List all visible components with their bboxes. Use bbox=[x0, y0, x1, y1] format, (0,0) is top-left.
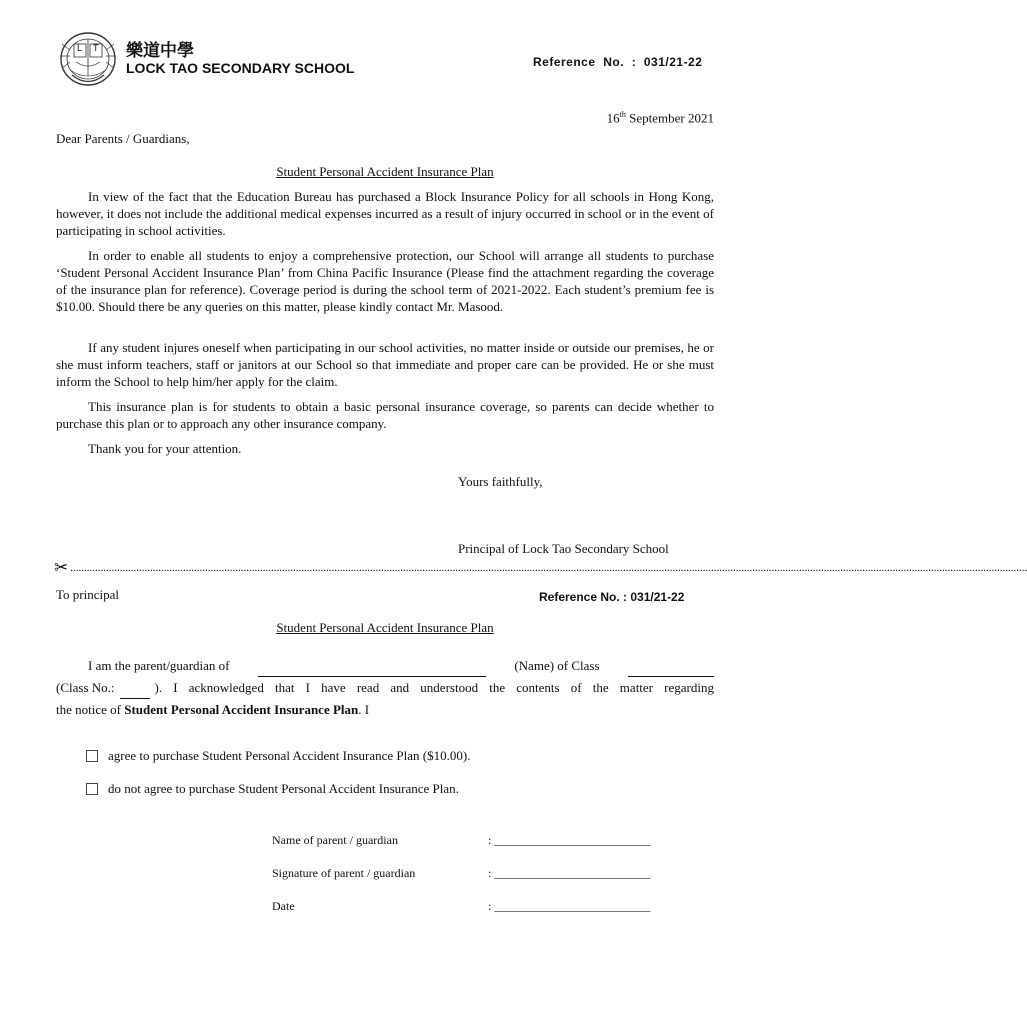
closing: Yours faithfully, bbox=[458, 474, 543, 489]
salutation: Dear Parents / Guardians, bbox=[56, 131, 190, 146]
reply-line-3 bbox=[56, 699, 714, 721]
agree-checkbox[interactable] bbox=[86, 750, 98, 762]
signature-field[interactable]: : __________________________ bbox=[488, 866, 651, 880]
paragraph-3: If any student injures oneself when participating in our school activities, no matter inside or outside our premises, he or she must inform teachers, staff or janitors at our School so that immediate and proper care can be provided. He or she must inform the School to help him/her apply for the claim. bbox=[56, 340, 714, 389]
logo-letter-t: T bbox=[93, 43, 99, 53]
class-number-field[interactable] bbox=[120, 686, 150, 699]
paragraph-1: In view of the fact that the Education Bureau has purchased a Block Insurance Policy for all schools in Hong Kong, however, it does not include the additional medical expenses incurred as a result of injury occurred in school or in the event of participating in school activities. bbox=[56, 189, 714, 238]
reply-line-3-end: . I bbox=[358, 702, 370, 717]
paragraph-2: In order to enable all students to enjoy a comprehensive protection, our School will arrange all students to purchase ‘Student Personal Accident Insurance Plan’ from China Pacific Insurance (Please find the attachment regarding the coverage of the insurance plan for reference). Coverage period is during the school term of 2021-2022. Each student’s premium fee is $10.00. Should there be any queries on this matter, please kindly contact Mr. Masood. bbox=[56, 248, 714, 314]
paragraph-5: Thank you for your attention. bbox=[88, 441, 242, 456]
parent-name-field[interactable]: : __________________________ bbox=[488, 833, 651, 847]
school-logo bbox=[58, 30, 118, 88]
school-name-english: LOCK TAO SECONDARY SCHOOL bbox=[126, 60, 355, 76]
signature-label: Signature of parent / guardian bbox=[272, 866, 416, 880]
reply-line-2 bbox=[56, 677, 714, 699]
disagree-label: do not agree to purchase Student Personal Accident Insurance Plan. bbox=[108, 781, 459, 796]
disagree-option[interactable] bbox=[86, 781, 459, 797]
date-field[interactable]: : __________________________ bbox=[488, 899, 651, 913]
class-field[interactable] bbox=[628, 664, 714, 677]
paragraph-4: This insurance plan is for students to obtain a basic personal insurance coverage, so parents can decide whether to purchase this plan or to approach any other insurance company. bbox=[56, 399, 714, 431]
reply-reference-number: Reference No. : 031/21-22 bbox=[539, 590, 685, 604]
logo-letter-l: L bbox=[77, 43, 83, 53]
reply-line-2-start: (Class No.: bbox=[56, 680, 115, 695]
disagree-checkbox[interactable] bbox=[86, 783, 98, 795]
agree-label: agree to purchase Student Personal Accident Insurance Plan ($10.00). bbox=[108, 748, 471, 763]
date-label: Date bbox=[272, 899, 295, 913]
agree-option[interactable] bbox=[86, 748, 470, 764]
reply-line-1-start: I am the parent/guardian of bbox=[88, 658, 230, 673]
reply-line-1 bbox=[56, 655, 714, 677]
letter-date bbox=[607, 110, 714, 126]
reference-number: Reference No. : 031/21-22 bbox=[533, 55, 703, 69]
plan-name-bold: Student Personal Accident Insurance Plan bbox=[124, 702, 359, 717]
reply-title: Student Personal Accident Insurance Plan bbox=[276, 620, 494, 635]
reply-line-3-start: the notice of bbox=[56, 702, 121, 717]
date-suffix: th bbox=[619, 110, 626, 119]
reply-addressee: To principal bbox=[56, 587, 119, 602]
parent-name-label: Name of parent / guardian bbox=[272, 833, 398, 847]
scissors-icon: ✂ bbox=[54, 558, 69, 578]
date-day: 16 bbox=[606, 110, 620, 126]
letter-title: Student Personal Accident Insurance Plan bbox=[276, 164, 494, 179]
school-name-chinese: 樂道中學 bbox=[126, 41, 194, 61]
reply-line-2-end: ). I acknowledged that I have read and understood the contents of the matter regarding bbox=[154, 680, 714, 695]
student-name-field[interactable] bbox=[258, 664, 486, 677]
signoff: Principal of Lock Tao Secondary School bbox=[458, 541, 669, 556]
cut-line bbox=[54, 558, 1027, 578]
dotted-line: ............................................................................................................................................................................................................................................................................................................................................................ bbox=[70, 562, 1027, 574]
date-rest: September 2021 bbox=[625, 110, 714, 126]
reply-line-1-mid: (Name) of Class bbox=[514, 658, 600, 673]
